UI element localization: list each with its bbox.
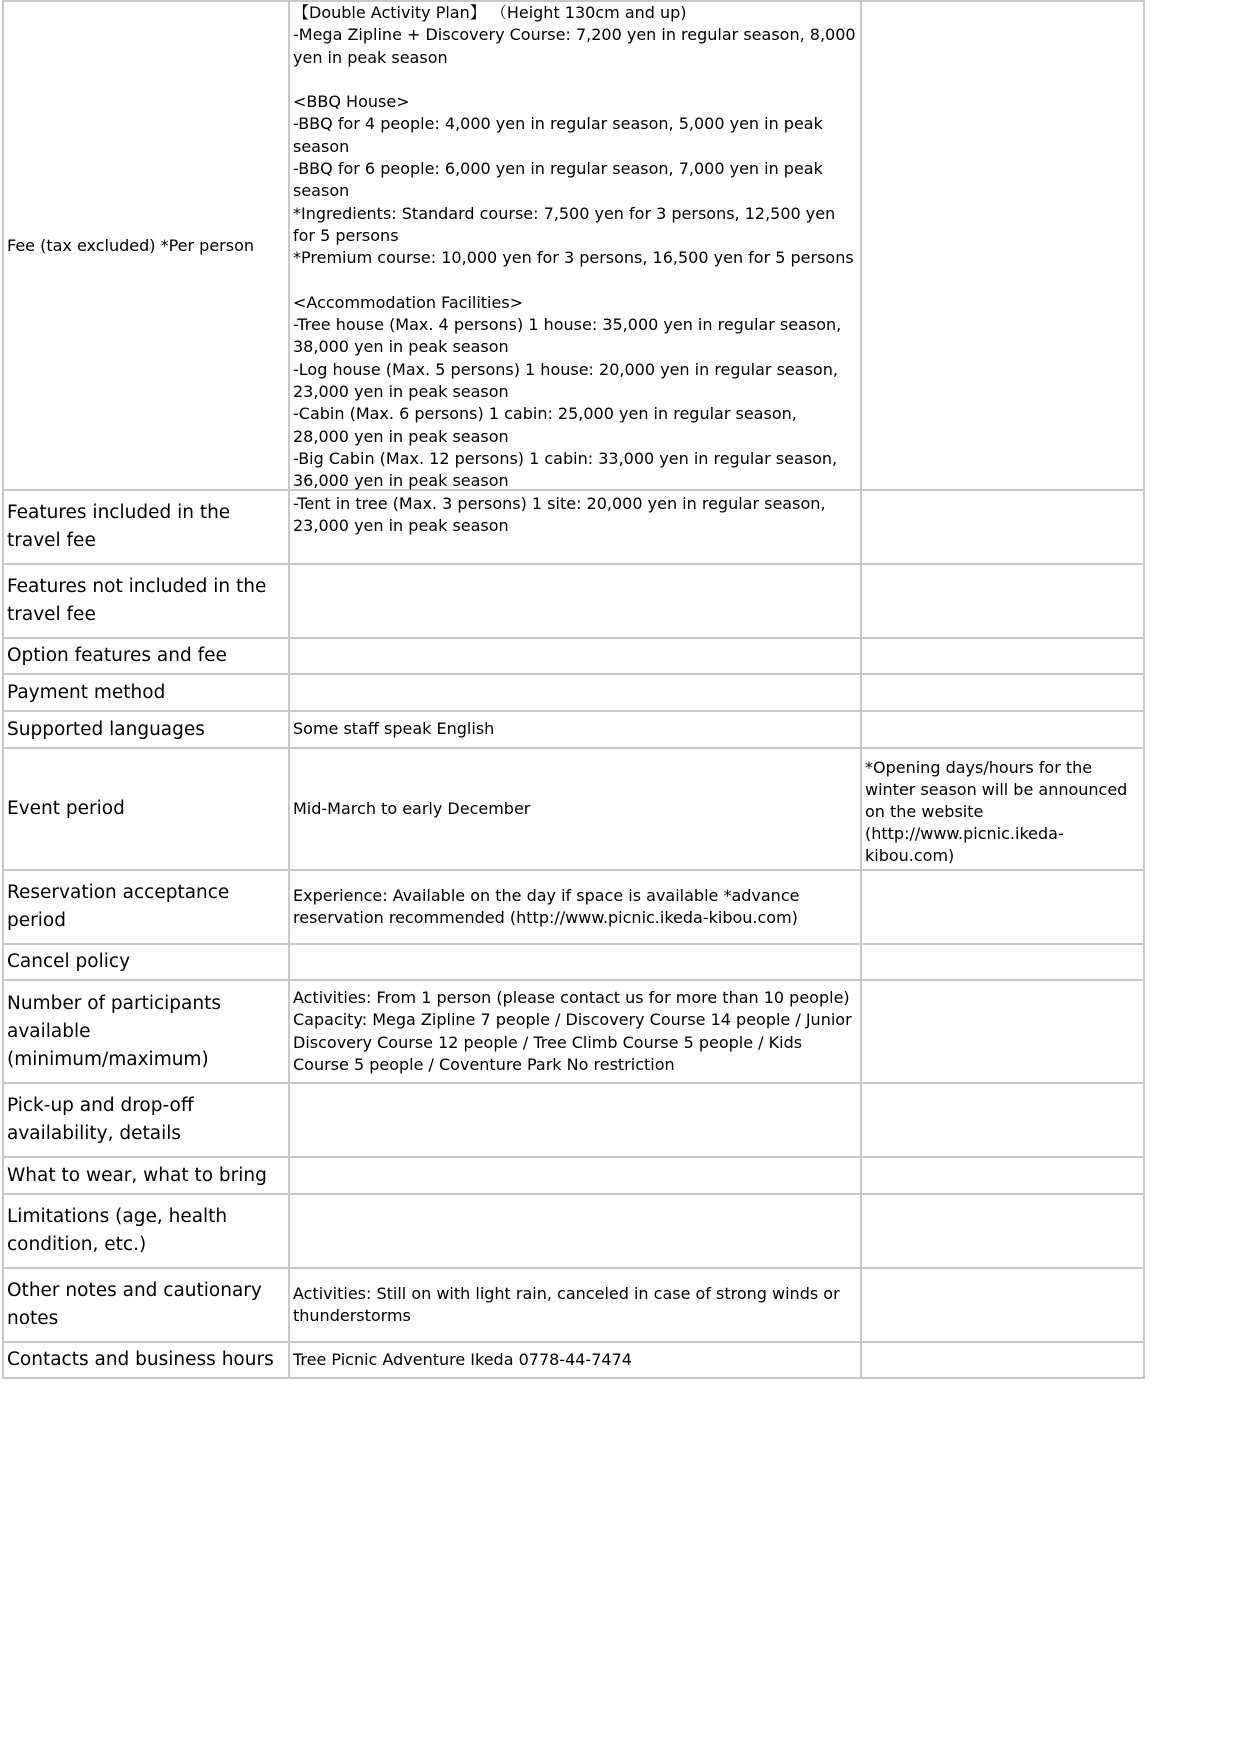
- fee-line: -Tree house (Max. 4 persons) 1 house: 35,000 yen in regular season, 38,000 yen in peak season: [293, 315, 842, 357]
- row-label: What to wear, what to bring: [3, 1157, 289, 1194]
- table-row: [3, 748, 1144, 870]
- fee-line: -BBQ for 6 people: 6,000 yen in regular season, 7,000 yen in peak season: [293, 159, 823, 201]
- fee-line-blank: [293, 270, 857, 292]
- row-label: Number of participants available (minimum/maximum): [3, 980, 289, 1083]
- fee-line: -BBQ for 4 people: 4,000 yen in regular season, 5,000 yen in peak season: [293, 114, 823, 156]
- table-row: [3, 674, 1144, 711]
- fee-line: -Log house (Max. 5 persons) 1 house: 20,000 yen in regular season, 23,000 yen in peak season: [293, 359, 838, 402]
- row-value: Mid-March to early December: [289, 748, 861, 870]
- row-value: Some staff speak English: [289, 711, 861, 748]
- row-note: [861, 674, 1144, 711]
- value-line: Capacity: Mega Zipline 7 people / Discovery Course 14 people / Junior Discovery Course 12 people / Tree Climb Course 5 people / Kids Course 5 people / Coventure Park No restriction: [293, 1010, 852, 1074]
- row-note: [861, 1157, 1144, 1194]
- row-value: [289, 980, 861, 1083]
- row-note: [861, 870, 1144, 944]
- table-row: [3, 711, 1144, 748]
- table-row: [3, 870, 1144, 944]
- table-row: [3, 1268, 1144, 1342]
- fee-line: -Mega Zipline + Discovery Course: 7,200 yen in regular season, 8,000 yen in peak season: [293, 25, 856, 67]
- table-row-fee: [3, 1, 1144, 490]
- row-label: Features included in the travel fee: [3, 490, 289, 564]
- fee-line: -Big Cabin (Max. 12 persons) 1 cabin: 33,000 yen in regular season, 36,000 yen in peak season: [293, 448, 838, 491]
- fee-lines: [293, 2, 857, 535]
- row-note: [861, 1, 1144, 490]
- row-note: *Opening days/hours for the winter season will be announced on the website (http://www.picnic.ikeda-kibou.com): [861, 748, 1144, 870]
- value-line: Activities: From 1 person (please contact us for more than 10 people): [293, 987, 850, 1007]
- row-value: [289, 1157, 861, 1194]
- row-label: Limitations (age, health condition, etc.): [3, 1194, 289, 1268]
- table-row: [3, 1157, 1144, 1194]
- row-label: Features not included in the travel fee: [3, 564, 289, 638]
- row-note: [861, 711, 1144, 748]
- tour-info-table: [2, 0, 1145, 1379]
- row-note: [861, 1194, 1144, 1268]
- table-row: [3, 1194, 1144, 1268]
- table-row: [3, 638, 1144, 674]
- row-value: [289, 564, 861, 638]
- row-value: Experience: Available on the day if space is available *advance reservation recommended (http://www.picnic.ikeda-kibou.com): [289, 870, 861, 944]
- row-label: Fee (tax excluded) *Per person: [3, 1, 289, 490]
- row-note: [861, 944, 1144, 980]
- row-value: [289, 674, 861, 711]
- row-note: [861, 490, 1144, 564]
- row-value: Tree Picnic Adventure Ikeda 0778-44-7474: [289, 1342, 861, 1378]
- fee-line: 【Double Activity Plan】 （Height 130cm and up): [293, 3, 687, 22]
- table-row: [3, 980, 1144, 1083]
- row-label: Pick-up and drop-off availability, details: [3, 1083, 289, 1157]
- row-value: [289, 638, 861, 674]
- row-note: [861, 638, 1144, 674]
- row-value: [289, 1194, 861, 1268]
- fee-line-blank: [293, 69, 857, 91]
- row-label: Payment method: [3, 674, 289, 711]
- fee-line: <BBQ House>: [293, 92, 410, 112]
- row-label: Cancel policy: [3, 944, 289, 980]
- fee-line: *Ingredients: Standard course: 7,500 yen for 3 persons, 12,500 yen for 5 persons: [293, 203, 836, 245]
- table-row: [3, 1083, 1144, 1157]
- row-value: [289, 1083, 861, 1157]
- fee-details: [289, 1, 861, 535]
- row-value: Activities: Still on with light rain, canceled in case of strong winds or thunderstorms: [289, 1268, 861, 1342]
- row-note: [861, 1083, 1144, 1157]
- row-label: Reservation acceptance period: [3, 870, 289, 944]
- fee-line: <Accommodation Facilities>: [293, 292, 524, 312]
- row-label: Supported languages: [3, 711, 289, 748]
- fee-line: -Cabin (Max. 6 persons) 1 cabin: 25,000 yen in regular season, 28,000 yen in peak season: [293, 404, 797, 446]
- row-note: [861, 980, 1144, 1083]
- row-value: [289, 944, 861, 980]
- row-note: [861, 1342, 1144, 1378]
- fee-line: -Tent in tree (Max. 3 persons) 1 site: 20,000 yen in regular season, 23,000 yen in peak season: [293, 493, 826, 535]
- row-label: Contacts and business hours: [3, 1342, 289, 1378]
- table-row: [3, 1342, 1144, 1378]
- row-label: Option features and fee: [3, 638, 289, 674]
- fee-line: *Premium course: 10,000 yen for 3 persons, 16,500 yen for 5 persons: [293, 248, 854, 268]
- table-row: [3, 944, 1144, 980]
- row-label: Event period: [3, 748, 289, 870]
- row-note: [861, 1268, 1144, 1342]
- row-label: Other notes and cautionary notes: [3, 1268, 289, 1342]
- row-note: [861, 564, 1144, 638]
- table-row: [3, 564, 1144, 638]
